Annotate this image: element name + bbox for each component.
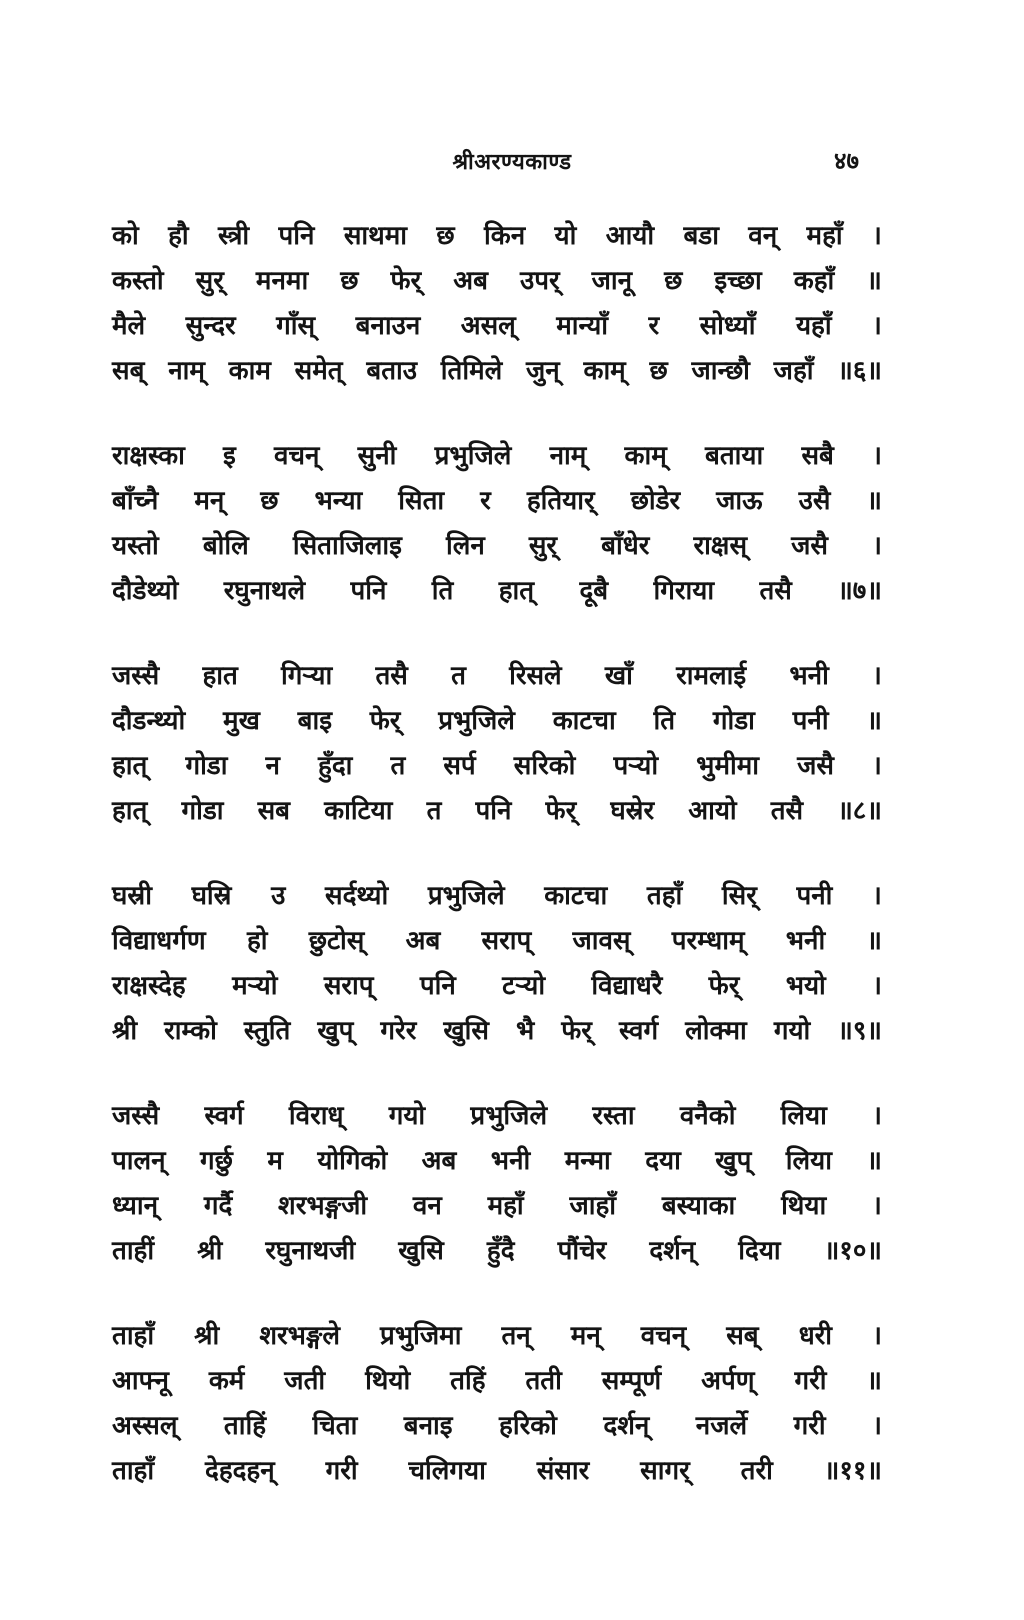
verse-word: बताया xyxy=(705,441,764,471)
verse-word: ॥ xyxy=(866,926,882,956)
verse-word: काम् xyxy=(583,356,626,386)
verse-word: को xyxy=(112,221,139,251)
verse-word: सागर् xyxy=(640,1456,690,1486)
verse-word: भयो xyxy=(785,971,826,1001)
verse-word: यो xyxy=(554,221,577,251)
verse-word: छ xyxy=(340,266,359,296)
verse-word: देहदहन् xyxy=(205,1456,275,1486)
verse-word: बताउ xyxy=(366,356,418,386)
verse-word: थियो xyxy=(365,1366,411,1396)
verse-word: विराध् xyxy=(288,1101,344,1131)
verse-line xyxy=(112,349,882,394)
verse-line xyxy=(112,1359,882,1404)
verse-word: हो xyxy=(246,926,268,956)
verse-word: कर्म xyxy=(208,1366,245,1396)
verse-line xyxy=(112,1404,882,1449)
verse-word: सब xyxy=(257,796,291,826)
verse-word: लिया xyxy=(780,1101,827,1131)
verse-word: हात् xyxy=(112,796,148,826)
verse-word: । xyxy=(872,531,882,561)
verse-word: सिर् xyxy=(721,881,757,911)
verse-word: फेर् xyxy=(545,796,577,826)
verse-word: त xyxy=(426,796,442,826)
verse-line xyxy=(112,1139,882,1184)
verse-word: कस्तो xyxy=(112,266,164,296)
verse-word: ॥ xyxy=(866,266,882,296)
verse-word: काटचा xyxy=(544,881,608,911)
verse-word: घस्री xyxy=(112,881,152,911)
verse-word: आयौ xyxy=(605,221,655,251)
verse-word: । xyxy=(872,1191,882,1221)
verse-word: जुन् xyxy=(526,356,560,386)
verse-word: सर्प xyxy=(443,751,476,781)
verse-word: पौंचेर xyxy=(557,1236,607,1266)
verse-word: लोक्मा xyxy=(685,1016,747,1046)
verse-word: गोडा xyxy=(185,751,228,781)
verse-word: छुटोस् xyxy=(308,926,365,956)
verse-word: ॥८॥ xyxy=(837,796,882,826)
verse-line xyxy=(112,1094,882,1139)
verse-word: जहाँ xyxy=(773,356,814,386)
verse-word: । xyxy=(872,1321,882,1351)
verse-word: योगिको xyxy=(317,1146,388,1176)
verse-word: श्री xyxy=(194,1321,220,1351)
verse-word: समेत् xyxy=(294,356,343,386)
verse-word: ॥ xyxy=(866,1366,882,1396)
verse-word: जस्सै xyxy=(112,661,160,691)
verse-word: भन्या xyxy=(314,486,363,516)
verse-word: सर्दथ्यो xyxy=(325,881,389,911)
verse-word: किन xyxy=(484,221,526,251)
verse-line xyxy=(112,304,882,349)
verse-word: मऱ्यो xyxy=(232,971,278,1001)
verse-word: ताहाँ xyxy=(112,1321,155,1351)
verse-word: श्री xyxy=(197,1236,223,1266)
verse-word: बनाइ xyxy=(403,1411,453,1441)
verse-word: ॥९॥ xyxy=(837,1016,882,1046)
verse-word: खुसि xyxy=(443,1016,489,1046)
verse-word: मान्याँ xyxy=(556,311,609,341)
verse-word: ॥ xyxy=(866,706,882,736)
verse-word: र xyxy=(480,486,491,516)
verse-word: ध्यान् xyxy=(112,1191,159,1221)
verse-word: आयो xyxy=(688,796,737,826)
verse-word: तती xyxy=(525,1366,562,1396)
verse-word: तरी xyxy=(740,1456,773,1486)
verse-word: पालन् xyxy=(112,1146,166,1176)
verse-word: उपर् xyxy=(519,266,560,296)
verse-word: गयो xyxy=(388,1101,426,1131)
verse-word: प्रभुजिले xyxy=(427,881,505,911)
verse-word: सुनी xyxy=(357,441,397,471)
verse-word: गर्छु xyxy=(200,1146,233,1176)
verse-word: । xyxy=(872,221,882,251)
verse-word: फेर् xyxy=(561,1016,592,1046)
verse-word: जती xyxy=(284,1366,326,1396)
verse-word: प्रभुजिमा xyxy=(380,1321,462,1351)
verse-word: प्रभुजिले xyxy=(438,706,515,736)
verse-word: गाँस् xyxy=(276,311,316,341)
verse-word: राक्षस्का xyxy=(112,441,185,471)
verse-word: । xyxy=(872,971,882,1001)
stanza xyxy=(112,434,882,614)
verse-word: सुर् xyxy=(195,266,224,296)
verse-line xyxy=(112,699,882,744)
verse-word: हुँदा xyxy=(318,751,353,781)
verse-word: मन् xyxy=(570,1321,601,1351)
verse-word: तहिं xyxy=(450,1366,486,1396)
verse-word: मनमा xyxy=(255,266,309,296)
verse-word: रस्ता xyxy=(592,1101,635,1131)
verse-word: मन् xyxy=(194,486,225,516)
verse-word: महाँ xyxy=(487,1191,524,1221)
verse-line xyxy=(112,524,882,569)
verse-line xyxy=(112,789,882,834)
stanza xyxy=(112,654,882,834)
verse-word: छोडेर xyxy=(630,486,681,516)
verse-word: गिऱ्या xyxy=(281,661,333,691)
verse-word: चलिगया xyxy=(408,1456,486,1486)
verse-word: दर्शन् xyxy=(649,1236,696,1266)
verse-word: तिमिले xyxy=(440,356,503,386)
stanza xyxy=(112,1094,882,1274)
verse-word: पनि xyxy=(475,796,512,826)
verse-line xyxy=(112,1449,882,1494)
verse-word: हौ xyxy=(168,221,189,251)
verse-word: तसै xyxy=(759,576,792,606)
verse-word: भुमीमा xyxy=(696,751,760,781)
verse-word: न xyxy=(265,751,280,781)
verse-word: अर्पण् xyxy=(701,1366,755,1396)
verse-word: जावस् xyxy=(572,926,631,956)
verse-word: पनि xyxy=(278,221,315,251)
verse-word: दर्शन् xyxy=(603,1411,650,1441)
verse-word: काटिया xyxy=(324,796,393,826)
verse-word: गरी xyxy=(793,1411,826,1441)
verse-word: जाऊ xyxy=(716,486,763,516)
verse-word: पनी xyxy=(792,706,829,736)
verse-word: चिता xyxy=(312,1411,358,1441)
verse-word: हात् xyxy=(112,751,148,781)
verse-word: जस्सै xyxy=(112,1101,160,1131)
verse-word: तहाँ xyxy=(646,881,683,911)
verse-word: राक्षस् xyxy=(693,531,748,561)
verse-word: दौडन्थ्यो xyxy=(112,706,186,736)
verse-word: गर्दै xyxy=(203,1191,233,1221)
verse-line xyxy=(112,1184,882,1229)
verse-word: फेर् xyxy=(369,706,401,736)
verse-word: रामलाई xyxy=(676,661,747,691)
verse-word: बाँधेर xyxy=(601,531,650,561)
verse-word: अब xyxy=(421,1146,457,1176)
verse-word: फेर् xyxy=(390,266,422,296)
verse-word: ताहीं xyxy=(112,1236,155,1266)
verse-word: गोडा xyxy=(712,706,755,736)
verse-word: सोध्याँ xyxy=(699,311,756,341)
verse-word: जान्छौ xyxy=(691,356,750,386)
verse-word: परम्धाम् xyxy=(671,926,745,956)
verse-word: टऱ्यो xyxy=(502,971,546,1001)
verse-word: स्तुति xyxy=(243,1016,291,1046)
verse-word: असल् xyxy=(460,311,516,341)
verse-word: हतियार् xyxy=(526,486,595,516)
verse-word: सुर् xyxy=(528,531,558,561)
verse-line xyxy=(112,1229,882,1274)
verse-word: हात् xyxy=(498,576,535,606)
verse-word: जानू xyxy=(591,266,633,296)
verse-word: सराप् xyxy=(481,926,532,956)
verse-word: पनि xyxy=(350,576,387,606)
verse-word: खुसि xyxy=(398,1236,444,1266)
verse-word: । xyxy=(872,751,882,781)
verse-word: अब xyxy=(405,926,441,956)
verse-word: ताहिं xyxy=(223,1411,267,1441)
verse-word: गरेर xyxy=(380,1016,417,1046)
verse-line xyxy=(112,569,882,614)
verse-word: हुँदै xyxy=(486,1236,515,1266)
verse-word: इच्छा xyxy=(714,266,762,296)
verse-line xyxy=(112,479,882,524)
verse-word: रघुनाथजी xyxy=(265,1236,356,1266)
verse-word: सिता xyxy=(398,486,445,516)
verse-word: घस्रेर xyxy=(610,796,655,826)
verse-word: कहाँ xyxy=(793,266,835,296)
verse-word: खाँ xyxy=(604,661,633,691)
verse-word: ॥१०॥ xyxy=(823,1236,882,1266)
verse-word: इ xyxy=(223,441,236,471)
verse-line xyxy=(112,964,882,1009)
verse-word: गिराया xyxy=(653,576,715,606)
verse-word: सराप् xyxy=(323,971,374,1001)
verse-word: पनि xyxy=(419,971,456,1001)
verse-word: । xyxy=(872,311,882,341)
verse-word: प्रभुजिले xyxy=(434,441,512,471)
verse-word: भनी xyxy=(789,661,829,691)
verse-word: काटचा xyxy=(552,706,616,736)
verse-word: राक्षस्देह xyxy=(112,971,186,1001)
verse-word: दिया xyxy=(738,1236,781,1266)
verse-word: अब xyxy=(453,266,488,296)
verse-word: रिसले xyxy=(509,661,562,691)
verse-line xyxy=(112,919,882,964)
verse-word: छ xyxy=(649,356,668,386)
verse-word: भनी xyxy=(785,926,826,956)
verse-word: पऱ्यो xyxy=(613,751,659,781)
verse-word: स्त्री xyxy=(217,221,250,251)
verse-word: घस्रि xyxy=(191,881,232,911)
verse-word: ताहाँ xyxy=(112,1456,155,1486)
verse-word: साथमा xyxy=(343,221,408,251)
verse-line xyxy=(112,434,882,479)
verse-word: गरी xyxy=(325,1456,358,1486)
verse-word: । xyxy=(872,661,882,691)
verse-word: तसै xyxy=(375,661,408,691)
verse-word: सब् xyxy=(112,356,145,386)
verse-word: बनाउन xyxy=(355,311,421,341)
page-number: ४७ xyxy=(834,147,859,175)
verse-line xyxy=(112,744,882,789)
verse-word: सब् xyxy=(726,1321,759,1351)
verse-word: ॥ xyxy=(866,1146,882,1176)
verse-body xyxy=(112,214,882,1534)
verse-word: ॥७॥ xyxy=(837,576,882,606)
stanza xyxy=(112,874,882,1054)
verse-word: दौडेथ्यो xyxy=(112,576,179,606)
verse-word: ति xyxy=(431,576,454,606)
verse-word: लिन xyxy=(445,531,485,561)
verse-word: वन xyxy=(412,1191,442,1221)
verse-word: र xyxy=(648,311,660,341)
verse-word: बाइ xyxy=(297,706,332,736)
verse-word: वचन् xyxy=(640,1321,687,1351)
verse-word: सबै xyxy=(801,441,834,471)
verse-word: पनी xyxy=(796,881,833,911)
verse-word: बोलि xyxy=(202,531,249,561)
verse-word: फेर् xyxy=(708,971,740,1001)
verse-word: नाम् xyxy=(168,356,205,386)
verse-word: वनैको xyxy=(679,1101,736,1131)
verse-word: गयो xyxy=(773,1016,811,1046)
verse-word: महाँ xyxy=(806,221,843,251)
verse-word: बस्याका xyxy=(661,1191,736,1221)
verse-word: छ xyxy=(260,486,279,516)
stanza xyxy=(112,214,882,394)
verse-word: त xyxy=(451,661,466,691)
verse-word: हरिको xyxy=(499,1411,557,1441)
verse-word: म xyxy=(267,1146,283,1176)
verse-word: मैले xyxy=(112,311,146,341)
verse-word: धरी xyxy=(798,1321,833,1351)
verse-word: बडा xyxy=(683,221,719,251)
verse-word: भनी xyxy=(490,1146,531,1176)
verse-word: प्रभुजिले xyxy=(470,1101,548,1131)
verse-word: वन् xyxy=(748,221,778,251)
verse-word: अस्सल् xyxy=(112,1411,178,1441)
verse-word: छ xyxy=(436,221,455,251)
verse-word: ॥ xyxy=(866,486,882,516)
verse-word: यस्तो xyxy=(112,531,159,561)
verse-line xyxy=(112,1314,882,1359)
verse-word: नजर्ले xyxy=(695,1411,748,1441)
verse-word: दूबै xyxy=(579,576,609,606)
verse-word: भै xyxy=(515,1016,535,1046)
verse-line xyxy=(112,259,882,304)
verse-word: ॥११॥ xyxy=(823,1456,882,1486)
verse-word: सुन्दर xyxy=(185,311,236,341)
verse-word: नाम् xyxy=(549,441,587,471)
verse-word: यहाँ xyxy=(795,311,832,341)
verse-word: स्वर्ग xyxy=(618,1016,659,1046)
verse-word: जाहाँ xyxy=(569,1191,617,1221)
verse-word: ॥६॥ xyxy=(837,356,882,386)
verse-word: दया xyxy=(645,1146,681,1176)
verse-word: उसै xyxy=(798,486,831,516)
verse-word: खुप् xyxy=(317,1016,354,1046)
verse-word: स्वर्ग xyxy=(204,1101,244,1131)
verse-word: । xyxy=(872,441,882,471)
verse-word: ति xyxy=(653,706,676,736)
verse-word: जसै xyxy=(791,531,828,561)
verse-word: उ xyxy=(271,881,286,911)
verse-word: जसै xyxy=(797,751,834,781)
verse-word: शरभङ्गले xyxy=(259,1321,341,1351)
verse-word: । xyxy=(872,1101,882,1131)
verse-word: सरिको xyxy=(513,751,576,781)
verse-word: शरभङ्गजी xyxy=(278,1191,368,1221)
verse-line xyxy=(112,1009,882,1054)
verse-word: लिया xyxy=(785,1146,832,1176)
verse-word: श्री xyxy=(112,1016,138,1046)
verse-word: थिया xyxy=(781,1191,827,1221)
verse-word: । xyxy=(872,881,882,911)
verse-word: काम xyxy=(228,356,271,386)
verse-word: आफ्नू xyxy=(112,1366,169,1396)
verse-word: तसै xyxy=(770,796,804,826)
verse-word: हात xyxy=(202,661,238,691)
verse-word: काम् xyxy=(624,441,667,471)
verse-line xyxy=(112,654,882,699)
verse-word: सम्पूर्ण xyxy=(601,1366,662,1396)
running-title: श्रीअरण्यकाण्ड xyxy=(452,150,572,175)
verse-word: रघुनाथले xyxy=(223,576,306,606)
verse-word: खुप् xyxy=(715,1146,752,1176)
verse-word: राम्को xyxy=(164,1016,217,1046)
verse-word: वचन् xyxy=(274,441,320,471)
verse-word: विद्याधर्गण xyxy=(112,926,206,956)
verse-word: सिताजिलाइ xyxy=(292,531,402,561)
verse-word: विद्याधरै xyxy=(591,971,663,1001)
stanza xyxy=(112,1314,882,1494)
verse-word: संसार xyxy=(536,1456,590,1486)
verse-word: बाँच्नै xyxy=(112,486,159,516)
verse-word: गोडा xyxy=(181,796,224,826)
verse-line xyxy=(112,214,882,259)
verse-word: छ xyxy=(664,266,683,296)
verse-word: गरी xyxy=(794,1366,827,1396)
verse-word: मुख xyxy=(223,706,260,736)
verse-word: मन्मा xyxy=(564,1146,611,1176)
verse-word: तन् xyxy=(501,1321,531,1351)
verse-line xyxy=(112,874,882,919)
verse-word: त xyxy=(390,751,406,781)
verse-word: । xyxy=(872,1411,882,1441)
